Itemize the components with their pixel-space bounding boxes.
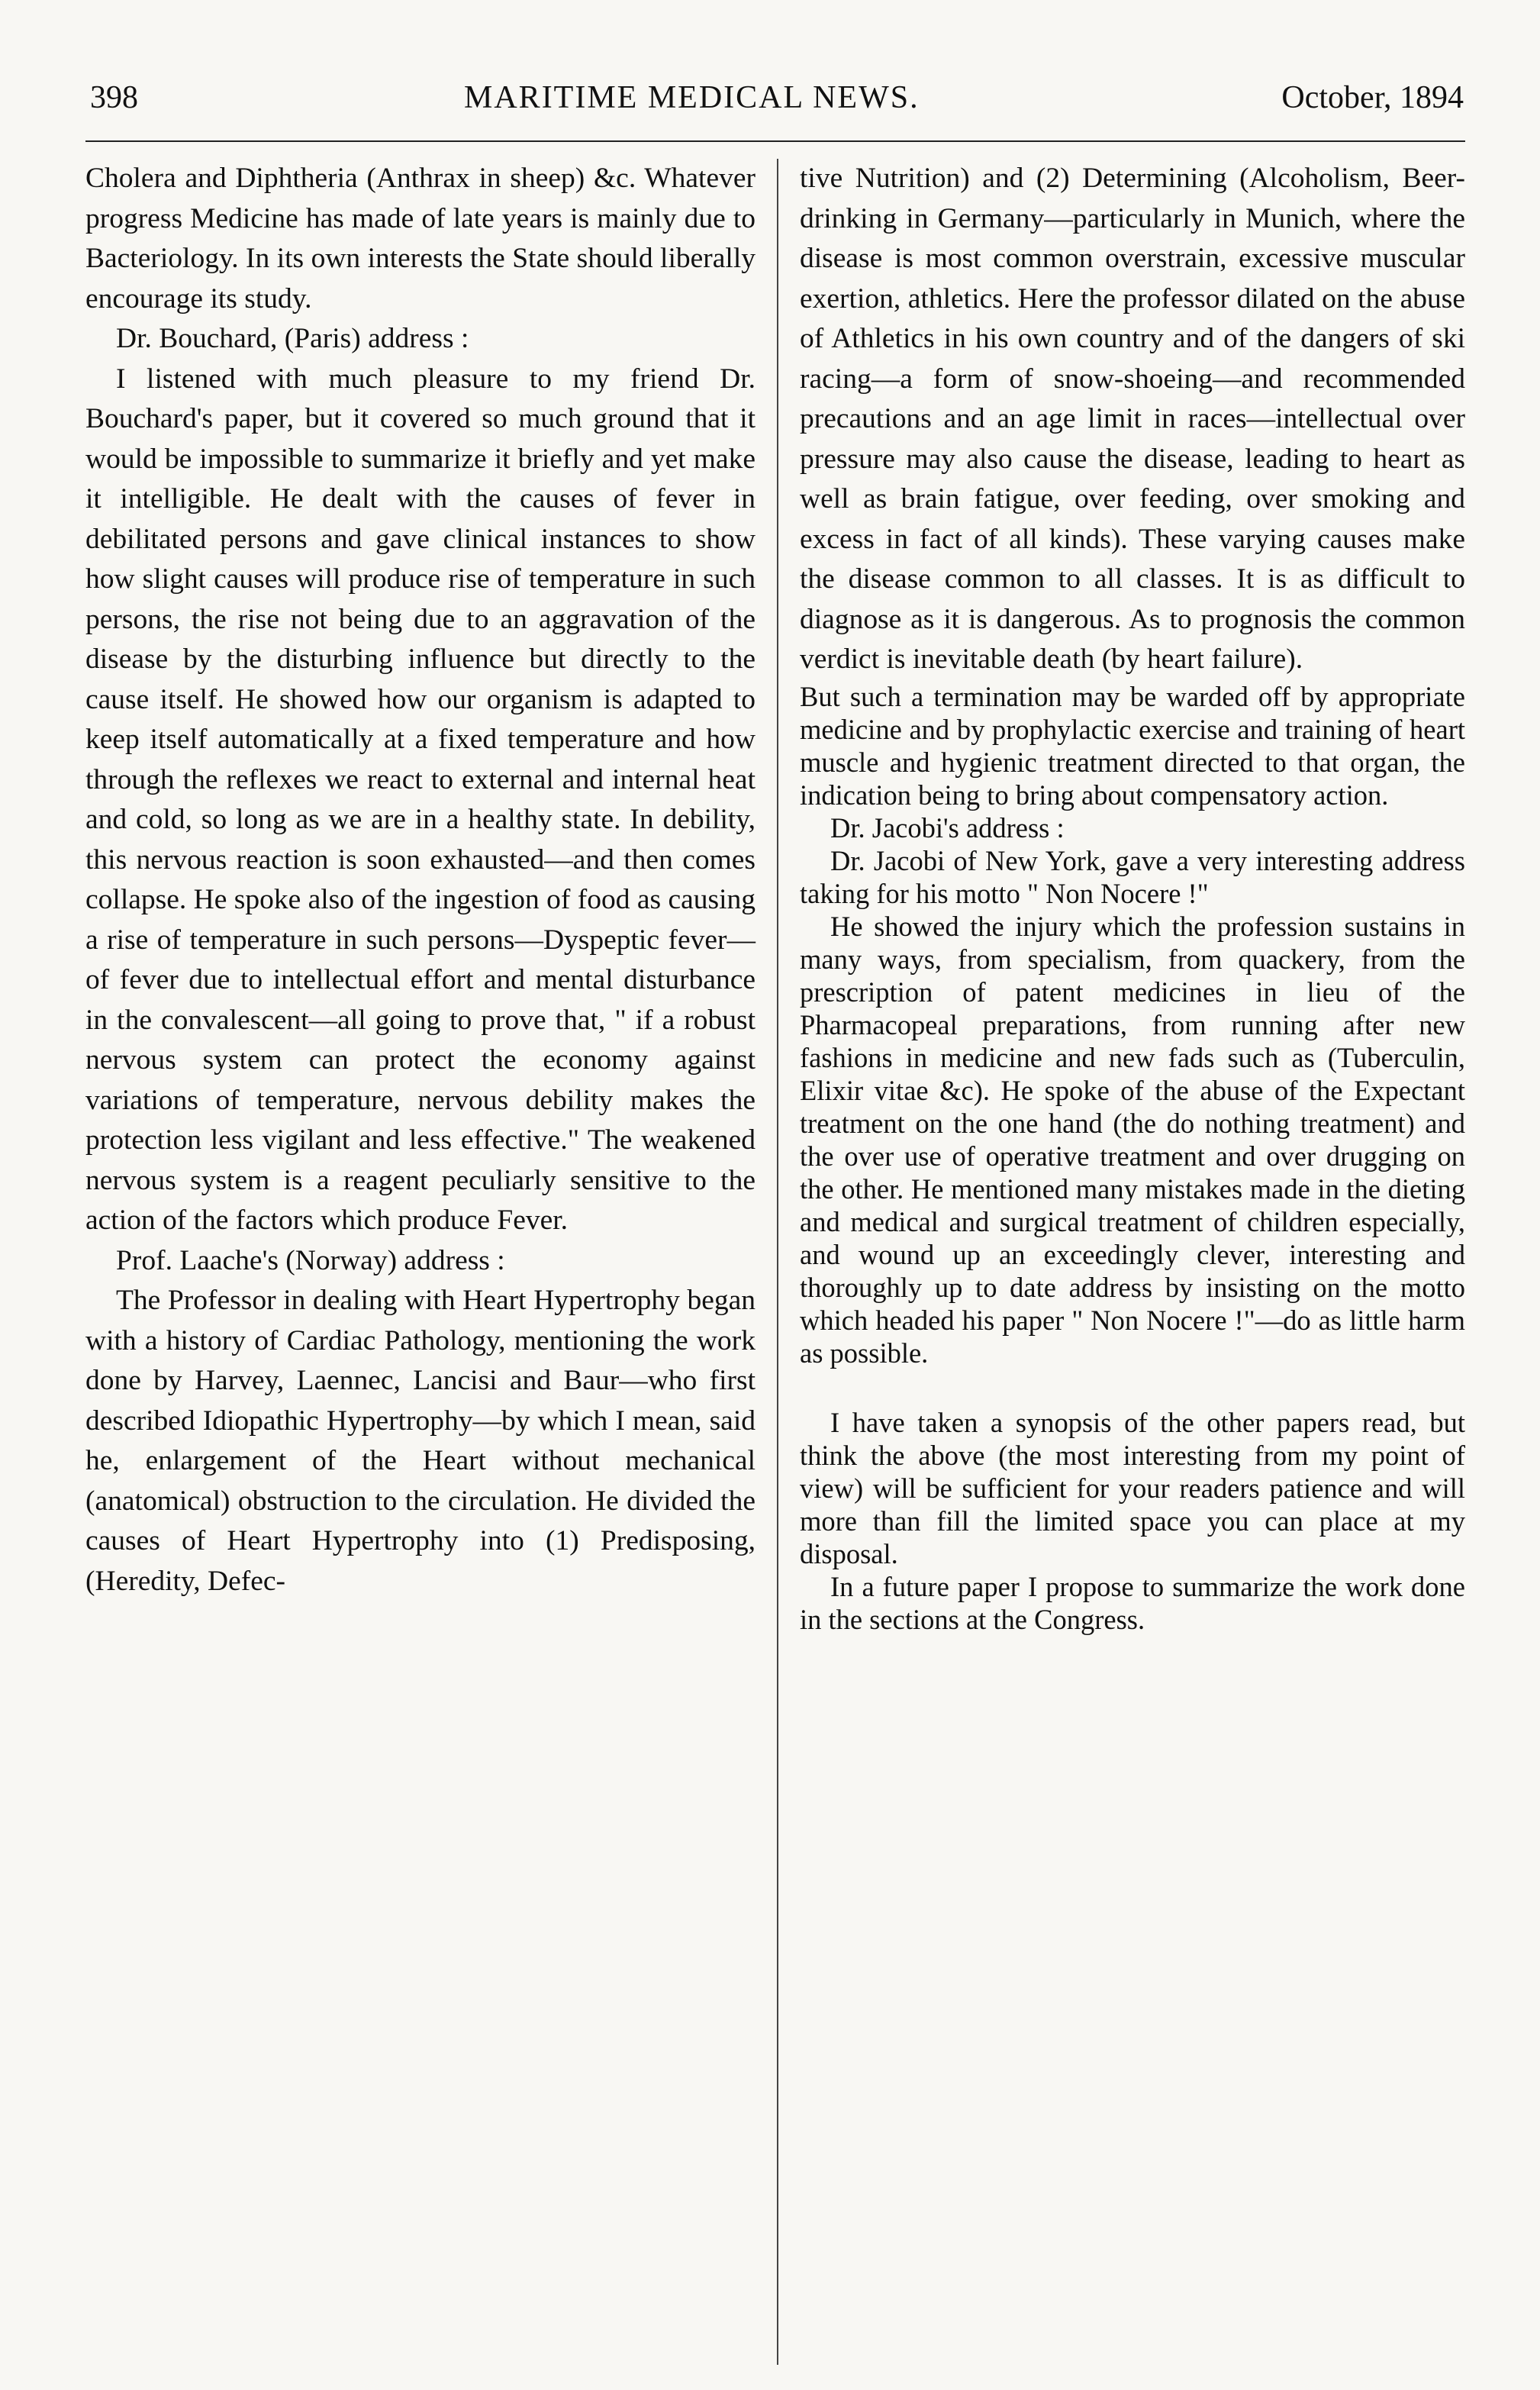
paragraph: Cholera and Diphtheria (Anthrax in sheep) &c. Whatever progress Medicine has made of late years is mainly due to Bacteriology. In its own interests the State should liberally encourage its study. <box>85 163 756 314</box>
page-number: 398 <box>90 80 138 115</box>
section-heading: Dr. Jacobi's address : <box>830 811 1065 843</box>
issue-date: October, 1894 <box>1281 80 1464 115</box>
paragraph: I have taken a synopsis of the other papers read, but think the above (the most interesting from my point of view) will be sufficient for your readers patience and will more than fill the limited space you can place at my disposal. <box>800 1406 1465 1569</box>
section-break <box>800 1369 1465 1406</box>
paragraph: He showed the injury which the profession sustains in many ways, from specialism, from quackery, from the prescription of patent medicines in lieu of the Pharmacopeal preparations, from running after new fashions in medicine and new fads such as (Tuberculin, Elixir vitae &c). He spoke of the abuse of the Expectant treatment on the one hand (the do nothing treatment) and the over use of operative treatment and over drugging on the other. He mentioned many mistakes made in the dieting and medical and surgical treatment of children especially, and wound up an exceedingly clever, interesting and thoroughly up to date address by insisting on the motto which headed his paper " Non Nocere !"—do as little harm as possible. <box>800 910 1465 1369</box>
paragraph: I listened with much pleasure to my friend Dr. Bouchard's paper, but it covered so much ground that it would be impossible to summarize it briefly and yet make it intelligible. He dealt with the causes of fever in debilitated persons and gave clinical instances to show how slight causes will produce rise of temperature in such persons, the rise not being due to an aggravation of the disease by the disturbing influence but directly to the cause itself. He showed how our organism is adapted to keep itself automatically at a fixed temperature and how through the reflexes we react to external and internal heat and cold, so long as we are in a healthy state. In debility, this nervous reaction is soon exhausted—and then comes collapse. He spoke also of the ingestion of food as causing a rise of temperature in such persons—Dyspeptic fever—of fever due to intellectual effort and mental disturbance in the convalescent—all going to prove that, " if a robust nervous system can protect the economy against variations of temperature, nervous debility makes the protection less vigilant and less effective." The weakened nervous system is a reagent peculiarly sensitive to the action of the factors which produce Fever. <box>85 363 756 1236</box>
right-column <box>800 159 1465 2359</box>
section-heading: Prof. Laache's (Norway) address : <box>116 1244 505 1276</box>
column-divider <box>777 159 778 2365</box>
left-column <box>85 159 756 2359</box>
paragraph: But such a termination may be warded off by appropriate medicine and by prophylactic exercise and training of heart muscle and hygienic treatment directed to that organ, the indication being to bring about compensatory action. <box>800 680 1465 811</box>
paragraph: The Professor in dealing with Heart Hypertrophy began with a history of Cardiac Pathology, mentioning the work done by Harvey, Laennec, Lancisi and Baur—who first described Idiopathic Hypertrophy—by which I mean, said he, enlargement of the Heart without mechanical (anatomical) obstruction to the circulation. He divided the causes of Heart Hypertrophy into (1) Predisposing, (Heredity, Defec- <box>85 1285 756 1597</box>
journal-title: MARITIME MEDICAL NEWS. <box>464 80 920 115</box>
section-heading: Dr. Bouchard, (Paris) address : <box>116 323 469 354</box>
paragraph: tive Nutrition) and (2) Determining (Alcoholism, Beer-drinking in Germany—particularly in Munich, where the disease is most common overstrain, excessive muscular exertion, athletics. Here the professor dilated on the abuse of Athletics in his own country and of the dangers of ski racing—a form of snow-shoeing—and recommended precautions and an age limit in races—intellectual over pressure may also cause the disease, leading to heart as well as brain fatigue, over feeding, over smoking and excess in fact of all kinds). These varying causes make the disease common to all classes. It is as difficult to diagnose as it is dangerous. As to prognosis the common verdict is inevitable death (by heart failure). <box>800 163 1465 675</box>
paragraph: Dr. Jacobi of New York, gave a very interesting address taking for his motto " Non Nocere !" <box>800 844 1465 909</box>
paragraph: In a future paper I propose to summarize the work done in the sections at the Congress. <box>800 1570 1465 1635</box>
running-header <box>90 73 1464 122</box>
header-rule <box>85 140 1465 142</box>
